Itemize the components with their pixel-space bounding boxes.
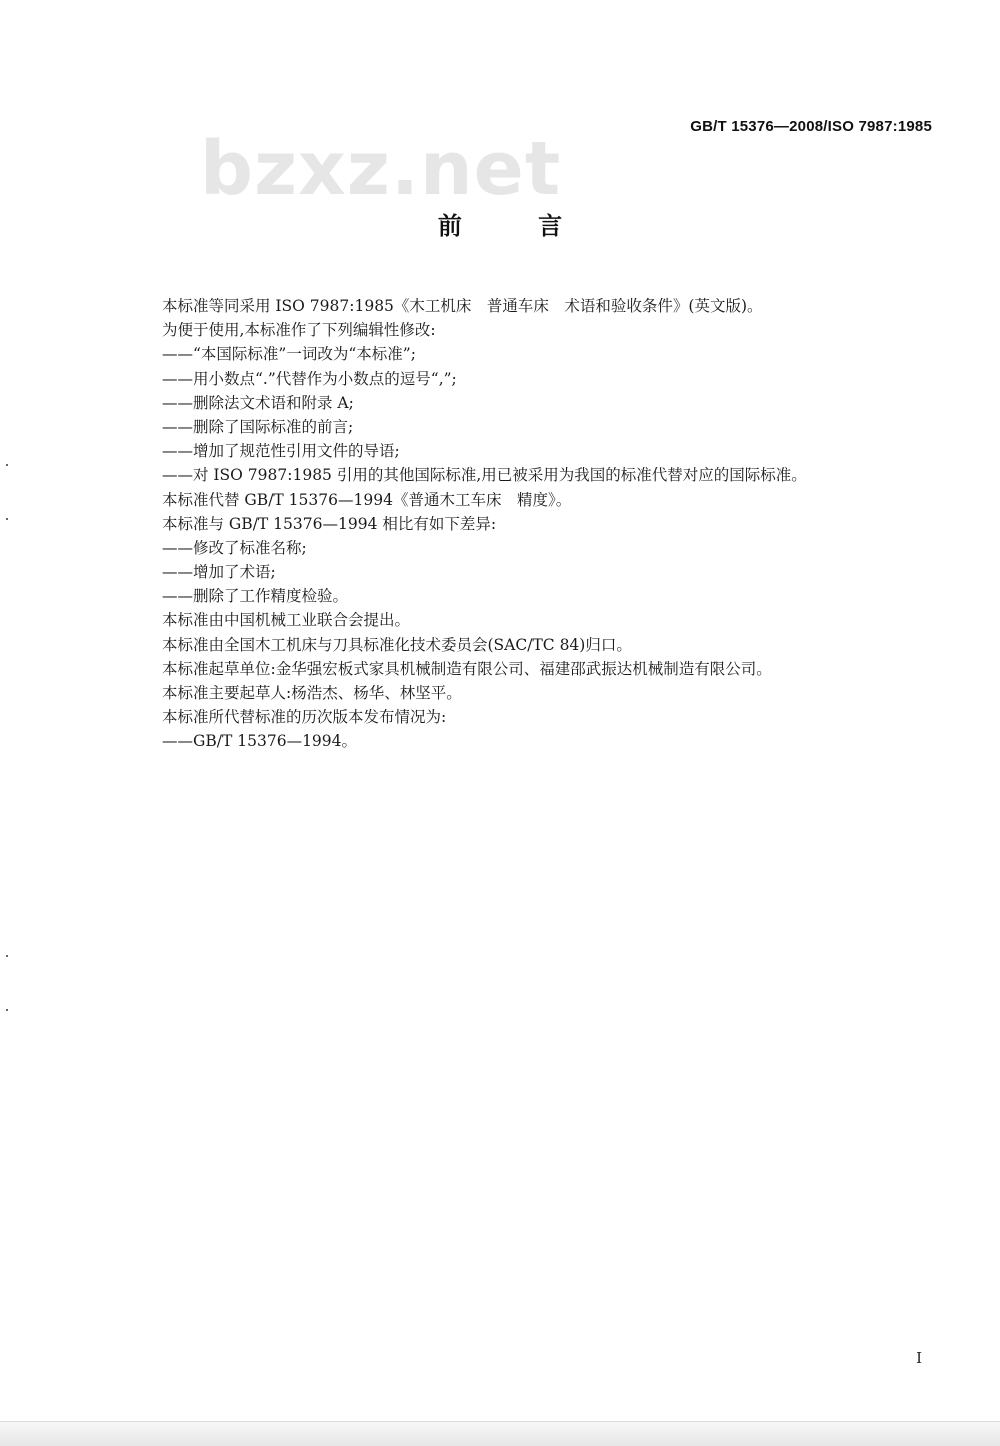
list-item: ——用小数点“.”代替作为小数点的逗号“,”; [162,369,457,388]
list-item: ——删除了国际标准的前言; [162,417,354,436]
list-item: ——“本国际标准”一词改为“本标准”; [162,345,416,364]
paragraph: 本标准所代替标准的历次版本发布情况为: [162,708,447,727]
list-item: ——删除法文术语和附录 A; [162,393,354,412]
paragraph: 为便于使用,本标准作了下列编辑性修改: [162,321,436,340]
standard-code-header: GB/T 15376—2008/ISO 7987:1985 [690,118,932,135]
page-number: I [916,1349,922,1367]
paragraph: 本标准主要起草人:杨浩杰、杨华、林坚平。 [162,684,462,702]
list-item: ——修改了标准名称; [162,538,307,557]
paragraph: 本标准起草单位:金华强宏板式家具机械制造有限公司、福建邵武振达机械制造有限公司。 [162,659,772,678]
list-item: ——增加了术语; [162,563,276,582]
paragraph: 本标准由中国机械工业联合会提出。 [162,611,411,630]
list-item: ——增加了规范性引用文件的导语; [162,442,400,461]
scan-bottom-edge [0,1421,1000,1446]
paragraph: 本标准由全国木工机床与刀具标准化技术委员会(SAC/TC 84)归口。 [162,635,632,654]
paragraph: 本标准等同采用 ISO 7987:1985《木工机床 普通车床 术语和验收条件》(英文版)。 [162,297,763,315]
scan-edge-mark [6,464,8,466]
scan-edge-mark [6,518,8,520]
page-title: 前 言 [437,212,597,240]
foreword-body [162,294,942,754]
list-item: ——删除了工作精度检验。 [162,587,349,606]
paragraph: 本标准与 GB/T 15376—1994 相比有如下差异: [162,514,497,533]
list-item: ——GB/T 15376—1994。 [162,732,358,751]
scan-edge-mark [6,955,8,957]
paragraph: 本标准代替 GB/T 15376—1994《普通木工车床 精度》。 [162,490,572,509]
list-item: ——对 ISO 7987:1985 引用的其他国际标准,用已被采用为我国的标准代替对应的国际标准。 [162,466,807,485]
watermark-logo: bzxz.net [200,126,562,212]
scan-edge-mark [6,1009,8,1011]
